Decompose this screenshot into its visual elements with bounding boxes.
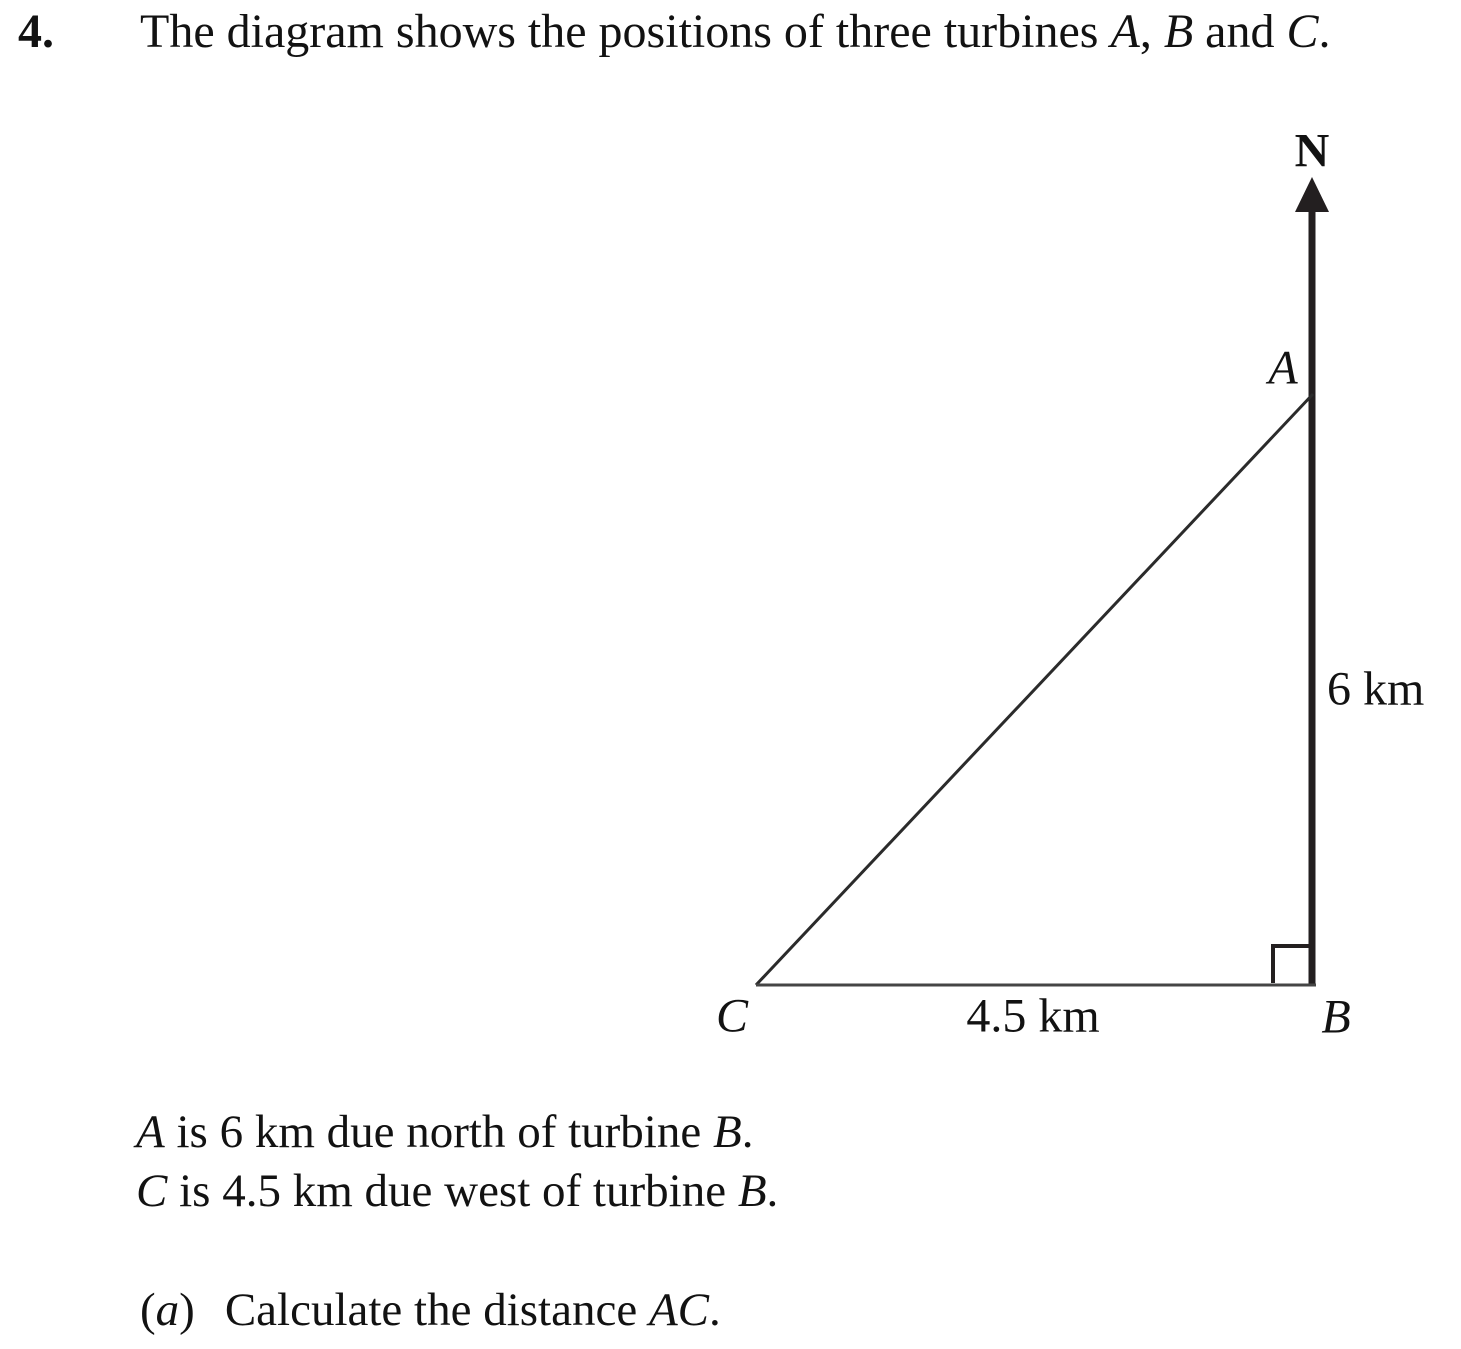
part-a-close-paren: ) bbox=[179, 1284, 195, 1336]
statement1-point-a: A bbox=[136, 1106, 165, 1158]
distance-cb-label: 4.5 km bbox=[966, 989, 1100, 1043]
statement2-text: is 4.5 km due west of turbine bbox=[167, 1165, 738, 1217]
title-comma: , bbox=[1139, 5, 1164, 58]
statement1-point-b: B bbox=[712, 1106, 742, 1158]
title-text: The diagram shows the positions of three turbines bbox=[140, 5, 1111, 58]
part-a-letter: a bbox=[155, 1284, 180, 1336]
north-label: N bbox=[1294, 124, 1330, 178]
question-number: 4. bbox=[18, 5, 54, 58]
point-c-label: C bbox=[715, 989, 749, 1043]
distance-ab-label: 6 km bbox=[1327, 662, 1425, 716]
north-arrowhead bbox=[1295, 177, 1329, 212]
line-ca bbox=[756, 394, 1313, 985]
part-a-text: Calculate the distance bbox=[224, 1284, 649, 1336]
statement1-text: is 6 km due north of turbine bbox=[164, 1106, 713, 1158]
part-a-open-paren: ( bbox=[140, 1284, 156, 1336]
statements-block bbox=[136, 1103, 778, 1221]
title-point-c: C bbox=[1286, 5, 1319, 58]
statement2-period: . bbox=[766, 1165, 779, 1217]
statement-line-2 bbox=[136, 1162, 778, 1221]
point-a-label: A bbox=[1268, 341, 1298, 395]
statement1-period: . bbox=[741, 1106, 754, 1158]
statement2-point-b: B bbox=[737, 1165, 767, 1217]
statement2-point-c: C bbox=[136, 1165, 168, 1217]
title-period: . bbox=[1318, 5, 1331, 58]
part-a-label bbox=[140, 1284, 195, 1336]
title-point-b: B bbox=[1163, 5, 1194, 58]
part-a-distance-ac: AC bbox=[648, 1284, 709, 1336]
statement-line-1 bbox=[136, 1103, 778, 1162]
part-a-period: . bbox=[709, 1284, 721, 1336]
right-angle-marker bbox=[1273, 946, 1311, 983]
point-b-label: B bbox=[1321, 990, 1351, 1044]
part-a-line bbox=[140, 1283, 721, 1337]
title-and: and bbox=[1193, 5, 1287, 58]
title-point-a: A bbox=[1110, 5, 1140, 58]
